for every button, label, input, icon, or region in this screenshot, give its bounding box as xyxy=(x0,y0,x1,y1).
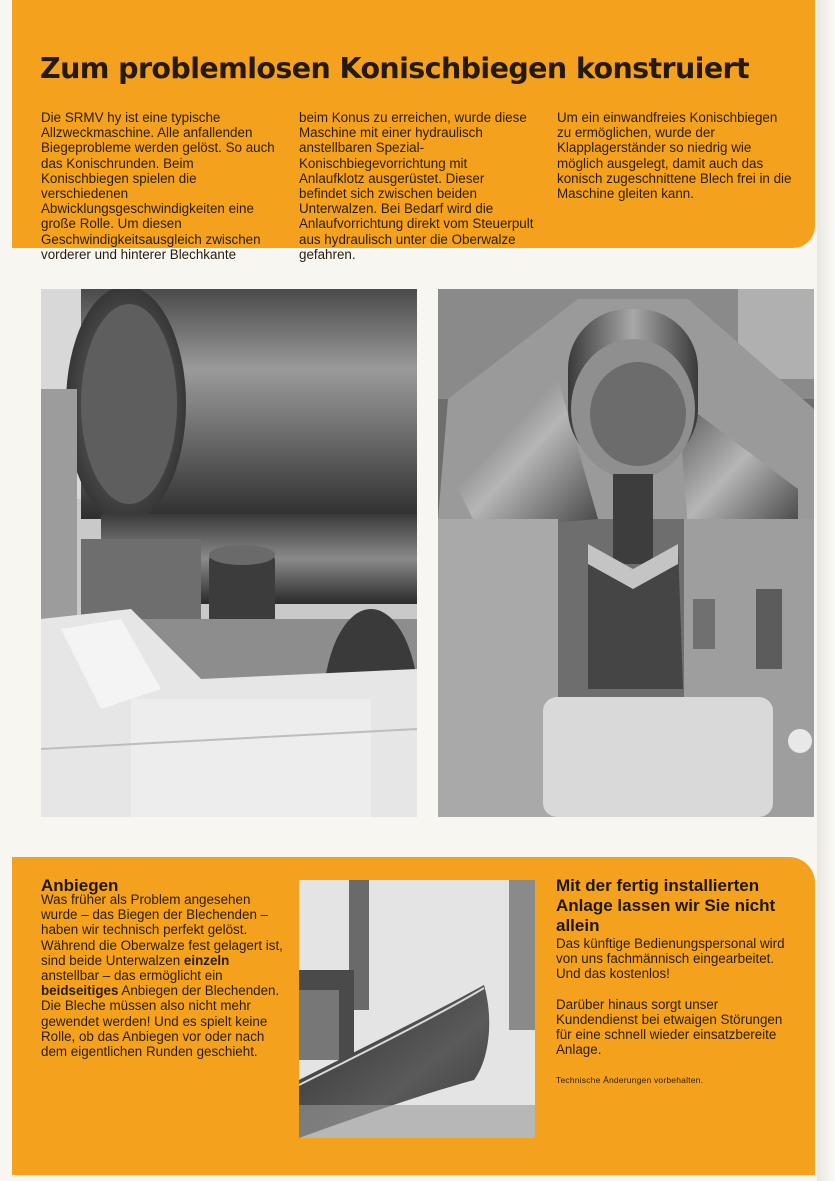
bent-plate-photo xyxy=(299,880,535,1138)
intro-text-1: Die SRMV hy ist eine typische Allzweckmaschine. Alle anfallenden Biegeprobleme werden gelöst. So auch das Konischrunden. Beim Konischbiegen spielen die verschiedenen Abwicklungsgeschwindigkeiten eine große Rolle. Um diesen Geschwindigkeitsausgleich zwischen vorderer und hinterer Blechkante xyxy=(41,110,275,262)
intro-text-3: Um ein einwandfreies Konischbiegen zu ermöglichen, wurde der Klapplagerständer so niedrig wie möglich ausgelegt, damit auch das konisch zugeschnittene Blech frei in die Maschine gleiten kann. xyxy=(557,110,792,202)
anbiegen-text xyxy=(41,892,289,1059)
intro-column-3 xyxy=(557,110,793,201)
roller-closeup-photo xyxy=(41,289,417,817)
page-edge xyxy=(817,0,835,1181)
service-paragraph-2: Darüber hinaus sorgt unser Kundendienst bei etwaigen Störungen für eine schnell wieder einsatzbereite Anlage. xyxy=(556,996,783,1058)
page-title: Zum problemlosen Konischbiegen konstruiert xyxy=(40,52,750,85)
service-text xyxy=(556,936,796,1072)
anbiegen-bold-einzeln: einzeln xyxy=(183,952,230,968)
anbiegen-text-part1: Was früher als Problem angesehen wurde – das Biegen der Blechenden – haben wir technisch perfekt gelöst. Während die Oberwalze fest gelagert ist, sind beide Unterwalzen xyxy=(41,892,283,968)
anbiegen-text-part3: Anbiegen der Blechenden. Die Bleche müssen also nicht mehr gewendet werden! Und es spielt keine Rolle, ob das Anbiegen vor oder nach dem eigentlichen Runden geschieht. xyxy=(41,983,280,1060)
footnote: Technische Änderungen vorbehalten. xyxy=(556,1075,704,1085)
service-paragraph-1: Das künftige Bedienungspersonal wird von uns fachmännisch eingearbeitet. Und das kostenlos! xyxy=(556,936,785,982)
anbiegen-bold-beidseitiges: beidseitiges xyxy=(41,983,119,999)
intro-text-2: beim Konus zu erreichen, wurde diese Maschine mit einer hydraulisch anstellbaren Spezial-Konischbiegevorrichtung mit Anlaufklotz ausgerüstet. Dieser befindet sich zwischen beiden Unterwalzen. Bei Bedarf wird die Anlaufvorrichtung direkt vom Steuerpult aus hydraulisch unter die Oberwalze gefahren. xyxy=(299,110,534,262)
intro-column-1 xyxy=(41,110,277,262)
intro-column-2 xyxy=(299,110,535,262)
anbiegen-text-part2: anstellbar – das ermöglicht ein xyxy=(41,968,223,984)
anbiegen-heading: Anbiegen xyxy=(41,876,119,895)
machine-front-photo xyxy=(438,289,814,817)
service-heading: Mit der fertig installierten Anlage lassen wir Sie nicht allein xyxy=(556,876,776,935)
